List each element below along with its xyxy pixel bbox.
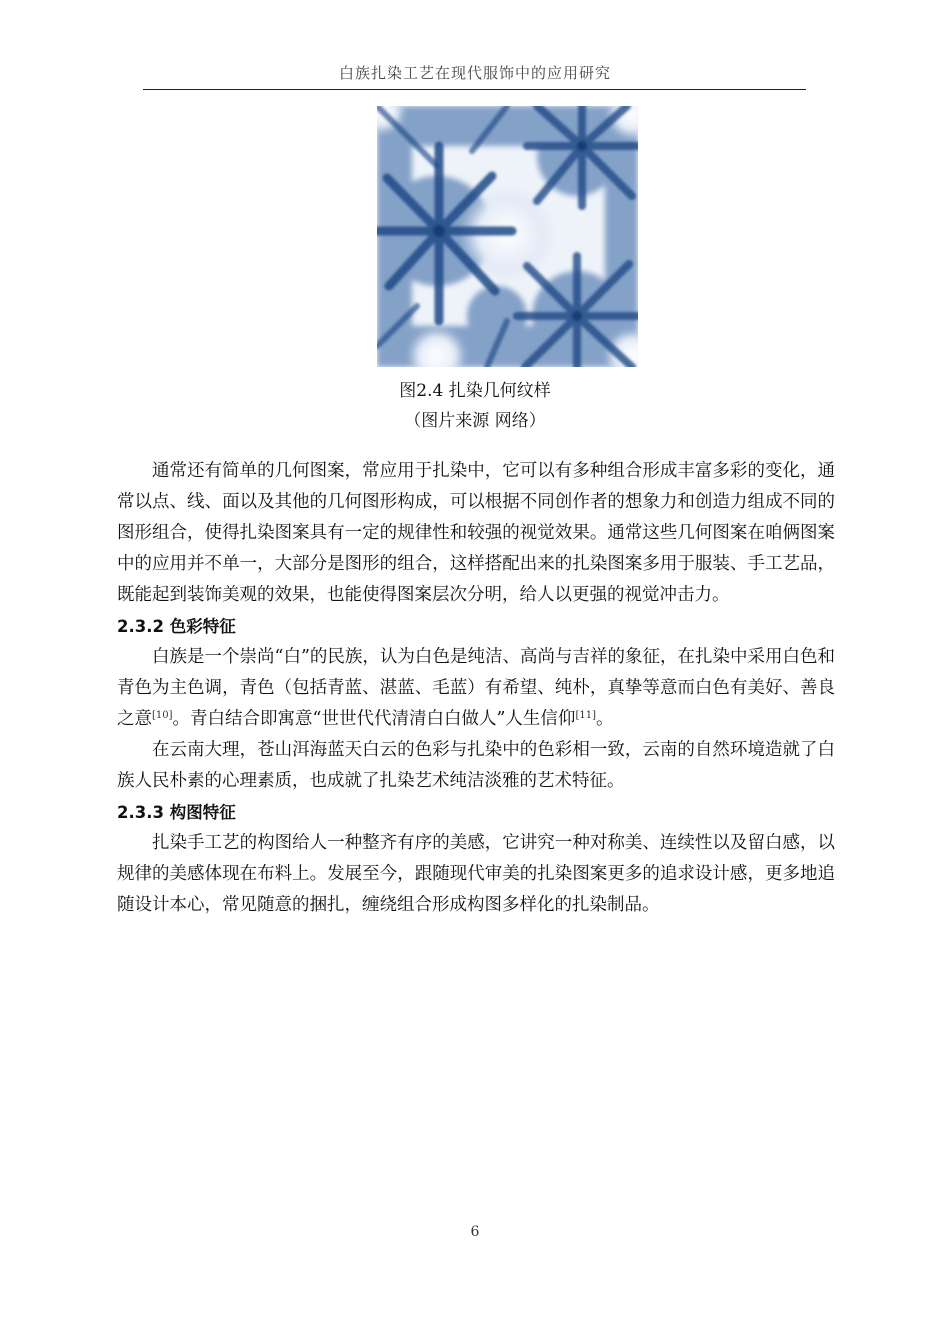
color-paragraph-1 <box>117 642 835 735</box>
composition-paragraph: 扎染手工艺的构图给人一种整齐有序的美感，它讲究一种对称美、连续性以及留白感，以规律的美感体现在布料上。发展至今，跟随现代审美的扎染图案更多的追求设计感，更多地追随设计本心，常见随意的捆扎，缠绕组合形成构图多样化的扎染制品。 <box>117 833 835 915</box>
page-number: 6 <box>470 1224 480 1240</box>
color-p1-text-b: 。青白结合即寓意“世世代代清清白白做人”人生信仰 <box>172 709 576 729</box>
section-heading-composition: 2.3.3 构图特征 <box>117 803 236 822</box>
header-rule <box>143 89 806 90</box>
intro-paragraph: 通常还有简单的几何图案，常应用于扎染中，它可以有多种组合形成丰富多彩的变化，通常以点、线、面以及其他的几何图形构成，可以根据不同创作者的想象力和创造力组成不同的图形组合，使得扎染图案具有一定的规律性和较强的视觉效果。通常这些几何图案在咱俩图案中的应用并不单一，大部分是图形的组合，这样搭配出来的扎染图案多用于服装、手工艺品，既能起到装饰美观的效果，也能使得图案层次分明，给人以更强的视觉冲击力。 <box>117 461 835 605</box>
color-p1-text-c: 。 <box>595 709 614 729</box>
citation-11: [11] <box>575 710 596 721</box>
running-header: 白族扎染工艺在现代服饰中的应用研究 <box>338 64 611 82</box>
section-heading-color: 2.3.2 色彩特征 <box>117 617 236 636</box>
tie-dye-pattern-image <box>377 106 638 367</box>
figure-source: （图片来源 网络） <box>404 411 546 431</box>
color-p1-text-a: 白族是一个崇尚“白”的民族，认为白色是纯洁、高尚与吉祥的象征，在扎染中采用白色和青色为主色调，青色（包括青蓝、湛蓝、毛蓝）有希望、纯朴，真挚等意而白色有美好、善良之意 <box>117 647 835 729</box>
figure-caption: 图2.4 扎染几何纹样 <box>399 381 551 401</box>
tie-dye-geometric-figure <box>377 106 638 367</box>
intro-section <box>117 456 835 921</box>
citation-10: [10] <box>152 710 173 721</box>
color-paragraph-2: 在云南大理，苍山洱海蓝天白云的色彩与扎染中的色彩相一致，云南的自然环境造就了白族人民朴素的心理素质，也成就了扎染艺术纯洁淡雅的艺术特征。 <box>117 740 835 791</box>
